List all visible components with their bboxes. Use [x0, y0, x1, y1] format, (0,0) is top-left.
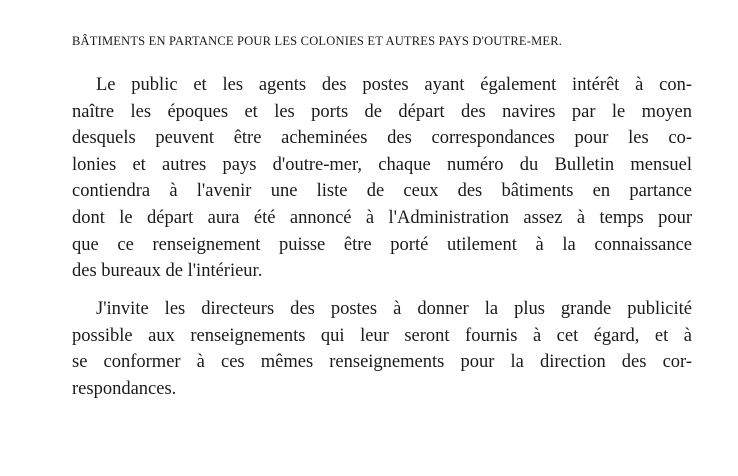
text-line: lonies et autres pays d'outre-mer, chaque numéro du Bulletin mensuel — [72, 154, 692, 175]
text-line: possible aux renseignements qui leur seront fournis à cet égard, et à — [72, 325, 692, 346]
text-line: respondances. — [72, 378, 177, 399]
paragraph-1 — [72, 72, 692, 285]
text-line: naître les époques et les ports de départ des navires par le moyen — [72, 101, 692, 122]
paragraph-2 — [72, 296, 692, 402]
text-line: contiendra à l'avenir une liste de ceux des bâtiments en partance — [72, 181, 692, 202]
text-line: Le public et les agents des postes ayant également intérêt à con- — [96, 75, 692, 95]
text-line: desquels peuvent être acheminées des correspondances pour les co- — [72, 128, 692, 149]
text-line: que ce renseignement puisse être porté utilement à la connaissance — [72, 234, 692, 255]
text-line: J'invite les directeurs des postes à donner la plus grande publicité — [96, 299, 692, 319]
text-line: dont le départ aura été annoncé à l'Administration assez à temps pour — [72, 207, 692, 228]
text-line: des bureaux de l'intérieur. — [72, 261, 263, 282]
text-line: se conformer à ces mêmes renseignements pour la direction des cor- — [72, 352, 692, 373]
section-heading: BÂTIMENTS EN PARTANCE POUR LES COLONIES ET AUTRES PAYS D'OUTRE-MER. — [72, 34, 563, 48]
